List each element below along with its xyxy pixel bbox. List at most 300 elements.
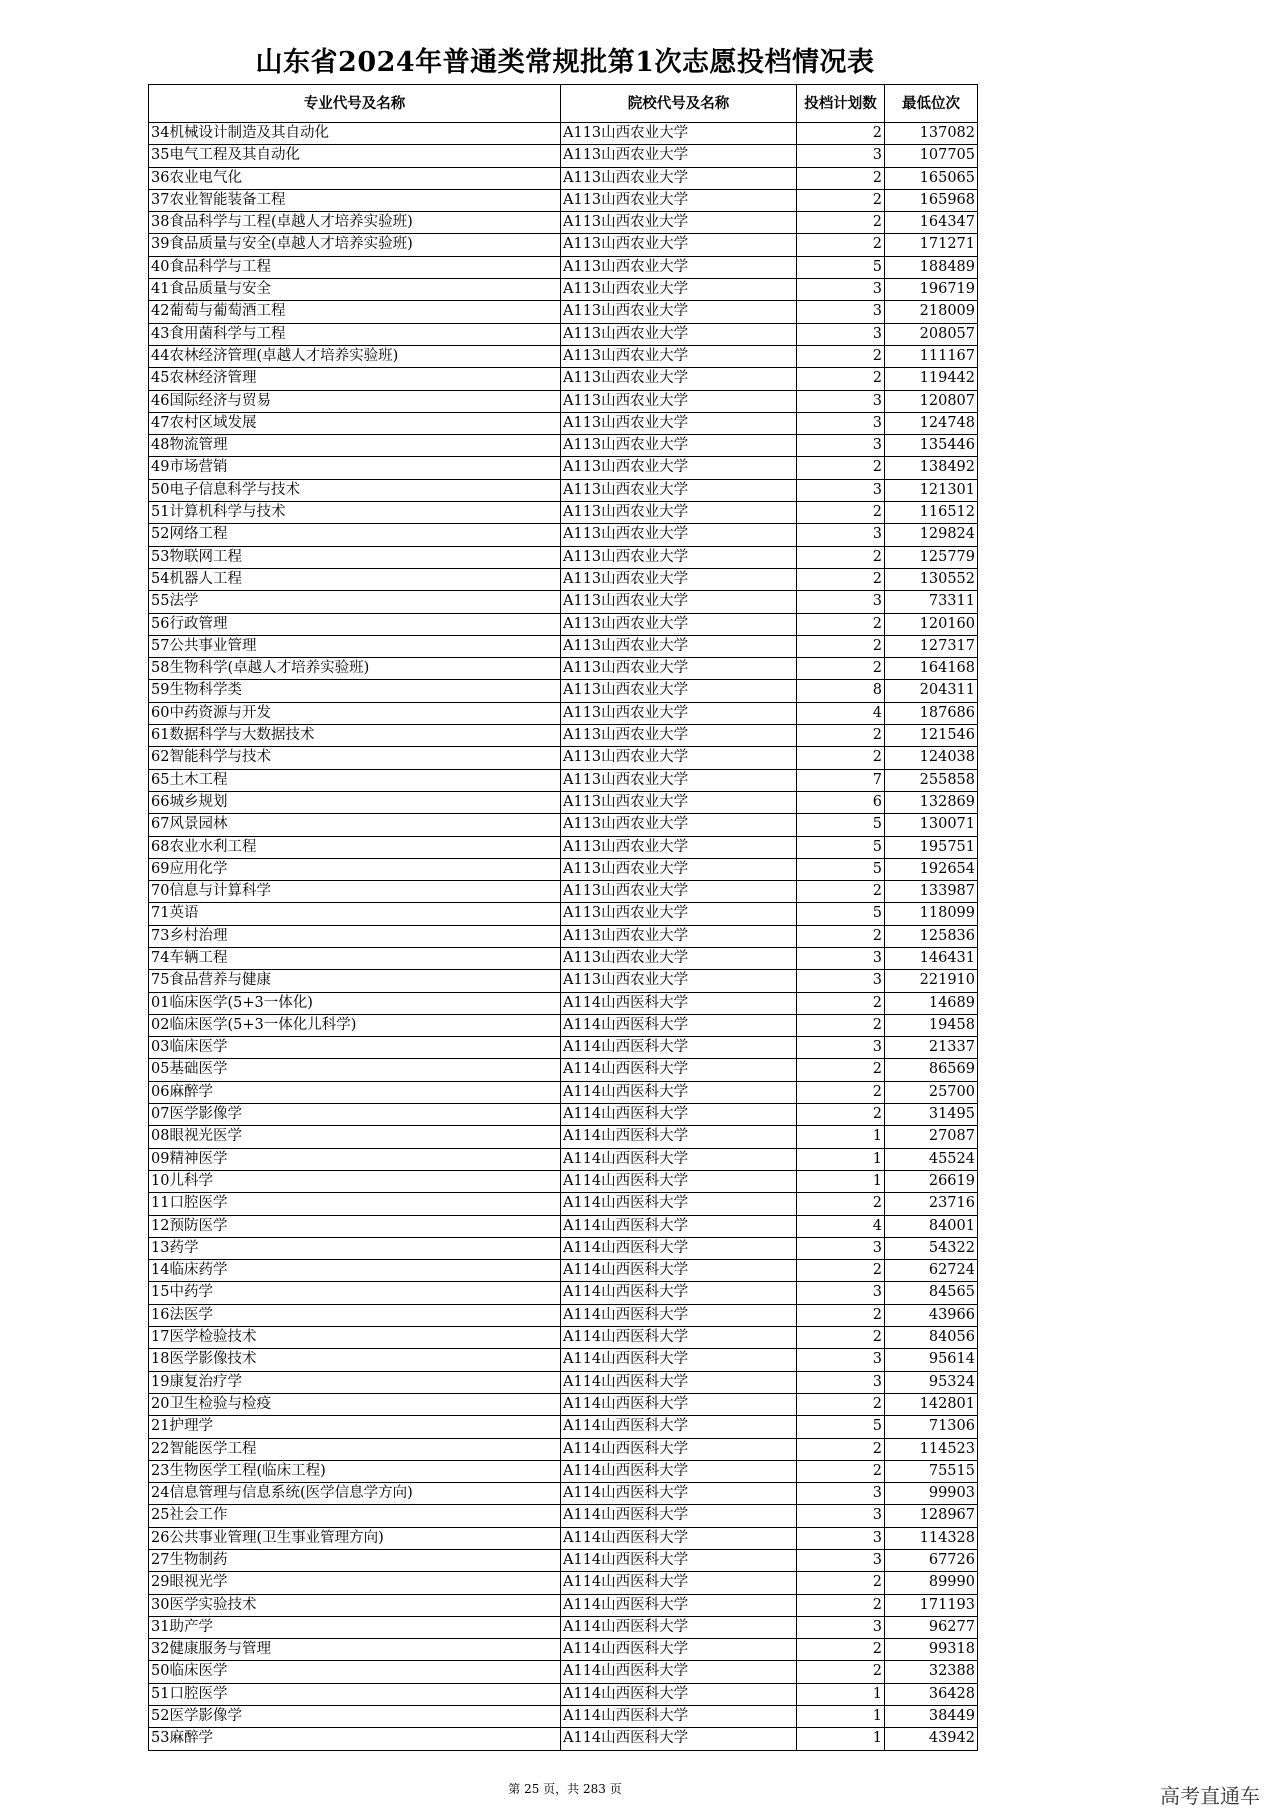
school-cell: A114山西医科大学 [561,1550,797,1572]
major-cell: 36农业电气化 [149,167,561,189]
plan-cell: 3 [797,145,885,167]
major-cell: 52医学影像学 [149,1706,561,1728]
school-cell: A113山西农业大学 [561,702,797,724]
school-cell: A113山西农业大学 [561,390,797,412]
major-cell: 74车辆工程 [149,947,561,969]
rank-cell: 31495 [885,1104,978,1126]
table-row [149,1148,978,1170]
plan-cell: 2 [797,1661,885,1683]
rank-cell: 67726 [885,1550,978,1572]
rank-cell: 73311 [885,591,978,613]
header-major: 专业代号及名称 [149,85,561,123]
major-cell: 56行政管理 [149,613,561,635]
school-cell: A114山西医科大学 [561,1148,797,1170]
rank-cell: 192654 [885,858,978,880]
plan-cell: 3 [797,1483,885,1505]
major-cell: 27生物制药 [149,1550,561,1572]
school-cell: A113山西农业大学 [561,881,797,903]
rank-cell: 95614 [885,1349,978,1371]
major-cell: 12预防医学 [149,1215,561,1237]
rank-cell: 54322 [885,1237,978,1259]
school-cell: A114山西医科大学 [561,1505,797,1527]
school-cell: A113山西农业大学 [561,412,797,434]
plan-cell: 2 [797,1393,885,1415]
plan-cell: 2 [797,502,885,524]
rank-cell: 75515 [885,1460,978,1482]
table-row [149,1550,978,1572]
major-cell: 10儿科学 [149,1170,561,1192]
rank-cell: 116512 [885,502,978,524]
major-cell: 05基础医学 [149,1059,561,1081]
plan-cell: 2 [797,234,885,256]
school-cell: A113山西农业大学 [561,814,797,836]
plan-cell: 2 [797,123,885,145]
plan-cell: 2 [797,1460,885,1482]
plan-cell: 2 [797,368,885,390]
rank-cell: 84565 [885,1282,978,1304]
header-school: 院校代号及名称 [561,85,797,123]
major-cell: 21护理学 [149,1416,561,1438]
major-cell: 44农林经济管理(卓越人才培养实验班) [149,345,561,367]
rank-cell: 142801 [885,1393,978,1415]
rank-cell: 36428 [885,1683,978,1705]
table-row [149,702,978,724]
table-row [149,412,978,434]
major-cell: 48物流管理 [149,435,561,457]
rank-cell: 135446 [885,435,978,457]
school-cell: A113山西农业大学 [561,345,797,367]
plan-cell: 2 [797,212,885,234]
rank-cell: 128967 [885,1505,978,1527]
plan-cell: 3 [797,301,885,323]
plan-cell: 2 [797,747,885,769]
plan-cell: 3 [797,1237,885,1259]
table-row [149,1081,978,1103]
table-row [149,1104,978,1126]
school-cell: A114山西医科大学 [561,1572,797,1594]
major-cell: 37农业智能装备工程 [149,189,561,211]
table-row [149,212,978,234]
table-row [149,769,978,791]
plan-cell: 2 [797,1260,885,1282]
school-cell: A113山西农业大学 [561,279,797,301]
rank-cell: 107705 [885,145,978,167]
rank-cell: 23716 [885,1193,978,1215]
table-row [149,1438,978,1460]
plan-cell: 4 [797,1215,885,1237]
major-cell: 47农村区域发展 [149,412,561,434]
major-cell: 49市场营销 [149,457,561,479]
school-cell: A113山西农业大学 [561,613,797,635]
school-cell: A114山西医科大学 [561,992,797,1014]
major-cell: 69应用化学 [149,858,561,880]
major-cell: 50电子信息科学与技术 [149,479,561,501]
major-cell: 22智能医学工程 [149,1438,561,1460]
header-plan: 投档计划数 [797,85,885,123]
school-cell: A114山西医科大学 [561,1416,797,1438]
table-row [149,1193,978,1215]
table-row [149,502,978,524]
plan-cell: 2 [797,881,885,903]
major-cell: 19康复治疗学 [149,1371,561,1393]
school-cell: A114山西医科大学 [561,1594,797,1616]
plan-cell: 2 [797,725,885,747]
rank-cell: 19458 [885,1014,978,1036]
table-row [149,1505,978,1527]
rank-cell: 62724 [885,1260,978,1282]
table-row [149,635,978,657]
table-row [149,747,978,769]
school-cell: A114山西医科大学 [561,1527,797,1549]
plan-cell: 2 [797,345,885,367]
major-cell: 09精神医学 [149,1148,561,1170]
major-cell: 59生物科学类 [149,680,561,702]
table-row [149,836,978,858]
school-cell: A113山西农业大学 [561,747,797,769]
plan-cell: 2 [797,1081,885,1103]
school-cell: A114山西医科大学 [561,1706,797,1728]
major-cell: 24信息管理与信息系统(医学信息学方向) [149,1483,561,1505]
major-cell: 55法学 [149,591,561,613]
major-cell: 52网络工程 [149,524,561,546]
table-row [149,613,978,635]
rank-cell: 86569 [885,1059,978,1081]
rank-cell: 21337 [885,1037,978,1059]
school-cell: A113山西农业大学 [561,301,797,323]
major-cell: 41食品质量与安全 [149,279,561,301]
major-cell: 35电气工程及其自动化 [149,145,561,167]
table-row [149,323,978,345]
school-cell: A114山西医科大学 [561,1460,797,1482]
rank-cell: 171271 [885,234,978,256]
table-row [149,1215,978,1237]
rank-cell: 84056 [885,1327,978,1349]
school-cell: A113山西农业大学 [561,970,797,992]
plan-cell: 1 [797,1706,885,1728]
rank-cell: 164168 [885,658,978,680]
rank-cell: 14689 [885,992,978,1014]
plan-cell: 2 [797,992,885,1014]
school-cell: A114山西医科大学 [561,1327,797,1349]
major-cell: 02临床医学(5+3一体化儿科学) [149,1014,561,1036]
rank-cell: 146431 [885,947,978,969]
plan-cell: 5 [797,814,885,836]
table-row [149,881,978,903]
table-row [149,1304,978,1326]
plan-cell: 2 [797,568,885,590]
plan-cell: 2 [797,1594,885,1616]
school-cell: A113山西农业大学 [561,568,797,590]
table-row [149,123,978,145]
plan-cell: 2 [797,546,885,568]
plan-cell: 3 [797,1349,885,1371]
rank-cell: 124038 [885,747,978,769]
school-cell: A114山西医科大学 [561,1059,797,1081]
plan-cell: 2 [797,1438,885,1460]
table-row [149,1237,978,1259]
table-row [149,368,978,390]
school-cell: A114山西医科大学 [561,1639,797,1661]
major-cell: 61数据科学与大数据技术 [149,725,561,747]
table-row [149,992,978,1014]
school-cell: A113山西农业大学 [561,591,797,613]
page-footer: 第 25 页，共 283 页 [508,1782,622,1796]
major-cell: 34机械设计制造及其自动化 [149,123,561,145]
rank-cell: 129824 [885,524,978,546]
table-row [149,345,978,367]
plan-cell: 4 [797,702,885,724]
rank-cell: 120160 [885,613,978,635]
school-cell: A114山西医科大学 [561,1483,797,1505]
plan-cell: 2 [797,1059,885,1081]
plan-cell: 2 [797,1104,885,1126]
school-cell: A114山西医科大学 [561,1081,797,1103]
plan-cell: 3 [797,279,885,301]
plan-cell: 2 [797,1014,885,1036]
major-cell: 68农业水利工程 [149,836,561,858]
plan-cell: 1 [797,1170,885,1192]
major-cell: 53麻醉学 [149,1728,561,1750]
school-cell: A113山西农业大学 [561,791,797,813]
school-cell: A114山西医科大学 [561,1237,797,1259]
school-cell: A113山西农业大学 [561,368,797,390]
plan-cell: 3 [797,479,885,501]
table-row [149,725,978,747]
table-row [149,658,978,680]
table-row [149,390,978,412]
table-row [149,435,978,457]
rank-cell: 89990 [885,1572,978,1594]
table-row [149,1661,978,1683]
plan-cell: 1 [797,1683,885,1705]
table-row [149,1639,978,1661]
major-cell: 45农林经济管理 [149,368,561,390]
plan-cell: 2 [797,925,885,947]
major-cell: 38食品科学与工程(卓越人才培养实验班) [149,212,561,234]
plan-cell: 3 [797,390,885,412]
school-cell: A113山西农业大学 [561,167,797,189]
plan-cell: 3 [797,1616,885,1638]
school-cell: A114山西医科大学 [561,1371,797,1393]
plan-cell: 3 [797,1505,885,1527]
major-cell: 65土木工程 [149,769,561,791]
rank-cell: 114328 [885,1527,978,1549]
school-cell: A114山西医科大学 [561,1037,797,1059]
school-cell: A113山西农业大学 [561,546,797,568]
major-cell: 42葡萄与葡萄酒工程 [149,301,561,323]
plan-cell: 3 [797,1282,885,1304]
major-cell: 23生物医学工程(临床工程) [149,1460,561,1482]
major-cell: 32健康服务与管理 [149,1639,561,1661]
table-row [149,524,978,546]
rank-cell: 120807 [885,390,978,412]
rank-cell: 127317 [885,635,978,657]
plan-cell: 2 [797,1304,885,1326]
major-cell: 43食用菌科学与工程 [149,323,561,345]
table-row [149,1371,978,1393]
rank-cell: 96277 [885,1616,978,1638]
major-cell: 20卫生检验与检疫 [149,1393,561,1415]
rank-cell: 114523 [885,1438,978,1460]
major-cell: 51计算机科学与技术 [149,502,561,524]
rank-cell: 125836 [885,925,978,947]
major-cell: 71英语 [149,903,561,925]
table-row [149,279,978,301]
table-row [149,479,978,501]
rank-cell: 133987 [885,881,978,903]
plan-cell: 5 [797,903,885,925]
table-row [149,680,978,702]
school-cell: A113山西农业大学 [561,189,797,211]
table-row [149,546,978,568]
school-cell: A113山西农业大学 [561,457,797,479]
table-row [149,814,978,836]
table-row [149,1126,978,1148]
rank-cell: 187686 [885,702,978,724]
plan-cell: 3 [797,412,885,434]
major-cell: 18医学影像技术 [149,1349,561,1371]
school-cell: A114山西医科大学 [561,1014,797,1036]
rank-cell: 165065 [885,167,978,189]
school-cell: A114山西医科大学 [561,1304,797,1326]
rank-cell: 164347 [885,212,978,234]
school-cell: A113山西农业大学 [561,524,797,546]
major-cell: 50临床医学 [149,1661,561,1683]
table-row [149,234,978,256]
major-cell: 01临床医学(5+3一体化) [149,992,561,1014]
rank-cell: 130552 [885,568,978,590]
plan-cell: 2 [797,1639,885,1661]
major-cell: 62智能科学与技术 [149,747,561,769]
table-row [149,1483,978,1505]
rank-cell: 124748 [885,412,978,434]
table-row [149,970,978,992]
school-cell: A113山西农业大学 [561,858,797,880]
school-cell: A114山西医科大学 [561,1683,797,1705]
major-cell: 03临床医学 [149,1037,561,1059]
rank-cell: 45524 [885,1148,978,1170]
major-cell: 15中药学 [149,1282,561,1304]
plan-cell: 3 [797,323,885,345]
major-cell: 66城乡规划 [149,791,561,813]
rank-cell: 38449 [885,1706,978,1728]
major-cell: 40食品科学与工程 [149,256,561,278]
major-cell: 17医学检验技术 [149,1327,561,1349]
table-row [149,167,978,189]
plan-cell: 3 [797,947,885,969]
table-row [149,925,978,947]
major-cell: 31助产学 [149,1616,561,1638]
major-cell: 39食品质量与安全(卓越人才培养实验班) [149,234,561,256]
school-cell: A113山西农业大学 [561,725,797,747]
table-row [149,1706,978,1728]
table-row [149,1572,978,1594]
plan-cell: 3 [797,970,885,992]
table-row [149,1416,978,1438]
rank-cell: 26619 [885,1170,978,1192]
table-row [149,1683,978,1705]
major-cell: 07医学影像学 [149,1104,561,1126]
school-cell: A114山西医科大学 [561,1193,797,1215]
plan-cell: 3 [797,1550,885,1572]
school-cell: A114山西医科大学 [561,1393,797,1415]
header-rank: 最低位次 [885,85,978,123]
rank-cell: 43942 [885,1728,978,1750]
major-cell: 13药学 [149,1237,561,1259]
school-cell: A114山西医科大学 [561,1126,797,1148]
rank-cell: 121546 [885,725,978,747]
rank-cell: 111167 [885,345,978,367]
school-cell: A114山西医科大学 [561,1260,797,1282]
major-cell: 53物联网工程 [149,546,561,568]
major-cell: 67风景园林 [149,814,561,836]
major-cell: 08眼视光医学 [149,1126,561,1148]
school-cell: A113山西农业大学 [561,212,797,234]
table-row [149,1170,978,1192]
rank-cell: 118099 [885,903,978,925]
school-cell: A114山西医科大学 [561,1616,797,1638]
plan-cell: 5 [797,836,885,858]
school-cell: A113山西农业大学 [561,323,797,345]
school-cell: A113山西农业大学 [561,123,797,145]
page-title: 山东省2024年普通类常规批第1次志愿投档情况表 [255,47,875,78]
school-cell: A114山西医科大学 [561,1438,797,1460]
major-cell: 46国际经济与贸易 [149,390,561,412]
major-cell: 51口腔医学 [149,1683,561,1705]
table-row [149,1059,978,1081]
plan-cell: 3 [797,1527,885,1549]
plan-cell: 3 [797,1037,885,1059]
plan-cell: 5 [797,1416,885,1438]
table-row [149,457,978,479]
major-cell: 60中药资源与开发 [149,702,561,724]
rank-cell: 204311 [885,680,978,702]
table-row [149,1460,978,1482]
plan-cell: 5 [797,858,885,880]
rank-cell: 196719 [885,279,978,301]
school-cell: A113山西农业大学 [561,769,797,791]
plan-cell: 2 [797,457,885,479]
rank-cell: 138492 [885,457,978,479]
table-row [149,189,978,211]
table-row [149,145,978,167]
rank-cell: 43966 [885,1304,978,1326]
school-cell: A113山西农业大学 [561,256,797,278]
table-row [149,568,978,590]
table-row [149,1037,978,1059]
school-cell: A113山西农业大学 [561,435,797,457]
school-cell: A114山西医科大学 [561,1170,797,1192]
school-cell: A114山西医科大学 [561,1661,797,1683]
major-cell: 58生物科学(卓越人才培养实验班) [149,658,561,680]
plan-cell: 8 [797,680,885,702]
school-cell: A113山西农业大学 [561,234,797,256]
table-body [149,123,978,1751]
rank-cell: 221910 [885,970,978,992]
major-cell: 16法医学 [149,1304,561,1326]
table-row [149,1014,978,1036]
school-cell: A114山西医科大学 [561,1349,797,1371]
table-row [149,591,978,613]
rank-cell: 125779 [885,546,978,568]
major-cell: 26公共事业管理(卫生事业管理方向) [149,1527,561,1549]
major-cell: 54机器人工程 [149,568,561,590]
plan-cell: 2 [797,1193,885,1215]
table-row [149,1282,978,1304]
rank-cell: 25700 [885,1081,978,1103]
table-row [149,1260,978,1282]
plan-cell: 3 [797,524,885,546]
